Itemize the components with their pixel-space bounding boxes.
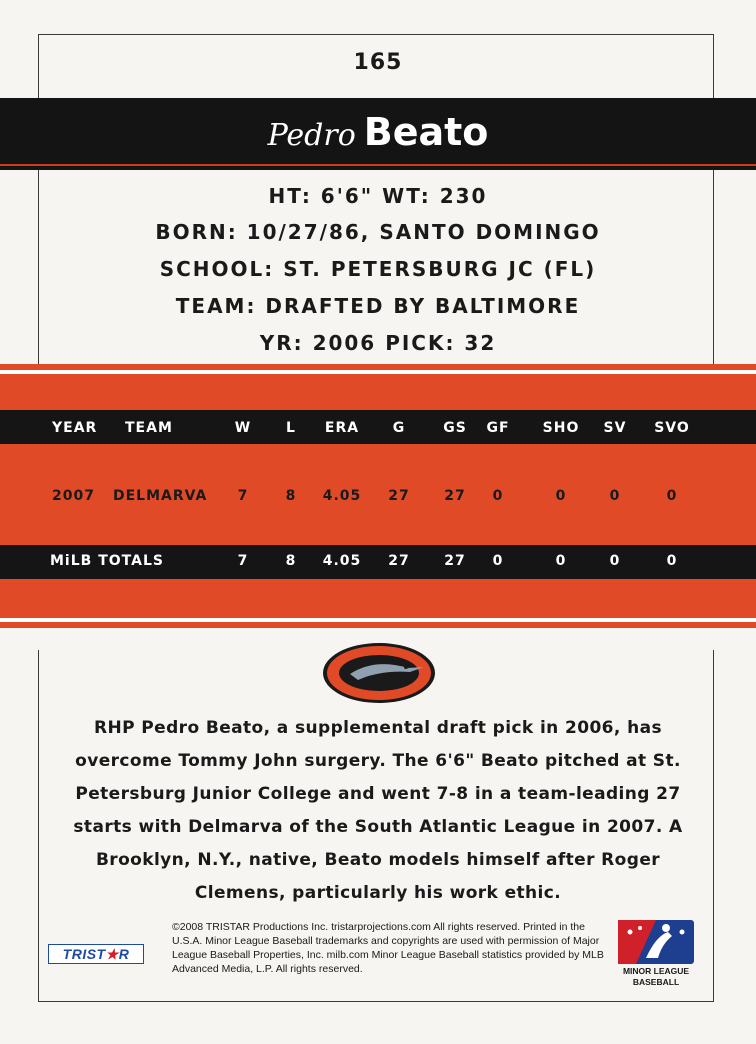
stats-g: 27 bbox=[388, 488, 410, 504]
totals-l: 8 bbox=[285, 553, 297, 569]
totals-w: 7 bbox=[237, 553, 249, 569]
stats-gs: 27 bbox=[444, 488, 466, 504]
stats-header-gs: GS bbox=[443, 420, 467, 436]
bio-team: TEAM: DRAFTED BY BALTIMORE bbox=[175, 294, 581, 318]
stats-totals-label: MiLB TOTALS bbox=[50, 553, 164, 569]
bio-school: SCHOOL: ST. PETERSBURG JC (FL) bbox=[159, 257, 597, 281]
totals-sv: 0 bbox=[609, 553, 621, 569]
stats-era: 4.05 bbox=[322, 488, 362, 504]
totals-gs: 27 bbox=[444, 553, 466, 569]
stats-header-gf: GF bbox=[486, 420, 510, 436]
totals-svo: 0 bbox=[666, 553, 678, 569]
star-icon: ★ bbox=[105, 946, 119, 962]
bio-height-weight: HT: 6'6" WT: 230 bbox=[268, 184, 488, 208]
band-stripe-bottom bbox=[0, 618, 756, 622]
bio-born: BORN: 10/27/86, SANTO DOMINGO bbox=[155, 220, 601, 244]
milb-line2: BASEBALL bbox=[632, 977, 680, 987]
stats-header-era: ERA bbox=[324, 420, 360, 436]
milb-line1: MINOR LEAGUE bbox=[622, 966, 690, 976]
tristar-logo bbox=[48, 944, 144, 964]
stats-year: 2007 bbox=[52, 488, 95, 504]
player-first-name: Pedro bbox=[267, 118, 356, 153]
stats-team: DELMARVA bbox=[113, 488, 208, 504]
stats-gf: 0 bbox=[492, 488, 504, 504]
player-last-name: Beato bbox=[363, 110, 489, 154]
team-logo-icon bbox=[320, 640, 438, 706]
name-bar-stripe bbox=[0, 164, 756, 166]
tristar-logo-text-a: TRIST bbox=[62, 946, 106, 962]
band-stripe-top bbox=[0, 370, 756, 374]
stats-l: 8 bbox=[285, 488, 297, 504]
stats-svo: 0 bbox=[666, 488, 678, 504]
player-name bbox=[0, 110, 756, 154]
milb-logo-text bbox=[604, 966, 708, 988]
stats-header-g: G bbox=[392, 420, 406, 436]
stats-header-w: W bbox=[234, 420, 252, 436]
player-description: RHP Pedro Beato, a supplemental draft pick in 2006, has overcome Tommy John surgery. The 6'6" Beato pitched at St. Petersburg Junior College and went 7-8 in a team-leading 27 starts with Delmarva of the South Atlantic League in 2007. A Brooklyn, N.Y., native, Beato models himself after Roger Clemens, particularly his work ethic. bbox=[73, 718, 683, 903]
stats-header-sv: SV bbox=[603, 420, 627, 436]
stats-sho: 0 bbox=[555, 488, 567, 504]
stats-header-sho: SHO bbox=[542, 420, 580, 436]
stats-header-svo: SVO bbox=[654, 420, 690, 436]
stats-header-team: TEAM bbox=[125, 420, 173, 436]
bio-draft: YR: 2006 PICK: 32 bbox=[259, 331, 497, 355]
stats-sv: 0 bbox=[609, 488, 621, 504]
totals-sho: 0 bbox=[555, 553, 567, 569]
totals-g: 27 bbox=[388, 553, 410, 569]
stats-header-l: L bbox=[286, 420, 296, 436]
legal-text: ©2008 TRISTAR Productions Inc. tristarprojections.com All rights reserved. Printed in the U.S.A. Minor League Baseball trademarks and copyrights are used with permission of Major League Baseball Properties, Inc. milb.com Minor League Baseball statistics provided by MLB Advanced Media, L.P. All rights reserved. bbox=[172, 921, 604, 975]
totals-gf: 0 bbox=[492, 553, 504, 569]
card-number: 165 bbox=[353, 50, 403, 75]
totals-era: 4.05 bbox=[322, 553, 362, 569]
stats-header-year: YEAR bbox=[52, 420, 98, 436]
stats-w: 7 bbox=[237, 488, 249, 504]
tristar-logo-text-b: R bbox=[118, 946, 130, 962]
